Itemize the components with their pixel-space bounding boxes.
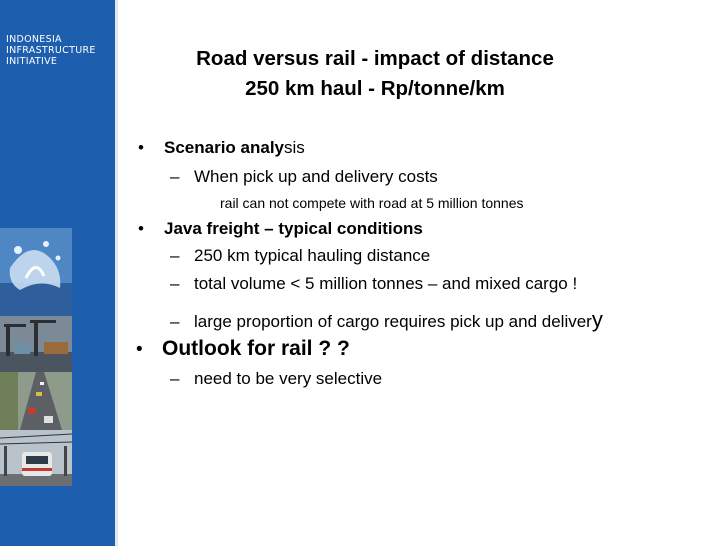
sidebar-edge (115, 0, 118, 546)
dash-marker: – (170, 246, 180, 265)
water-splash-photo (0, 228, 72, 316)
sub-bullet-large-proportion (170, 307, 603, 333)
sub-bullet-selective-text: need to be very selective (194, 369, 383, 388)
sub-bullet-proportion-text: large proportion of cargo requires pick up and deliver (194, 312, 592, 331)
sub-bullet-pickup-costs (170, 167, 438, 187)
sub-bullet-hauling-distance (170, 246, 430, 266)
sub-bullet-selective (170, 369, 382, 389)
bullet-scenario-bold: Scenario analy (164, 138, 285, 157)
bullet-outlook-rail (136, 337, 350, 361)
dash-marker: – (170, 167, 180, 186)
bullet-scenario-analysis (138, 138, 305, 158)
sub-bullet-total-volume (170, 274, 577, 294)
logo-line-3: INITIATIVE (6, 56, 58, 67)
dash-marker: – (170, 312, 180, 331)
sub-bullet-proportion-tail: y (591, 307, 603, 332)
bullet-scenario-rest: sis (284, 138, 305, 157)
sub-bullet-pickup-text: When pick up and delivery costs (194, 167, 438, 186)
logo-line-2: INFRASTRUCTURE (6, 45, 96, 56)
sidebar (0, 0, 115, 546)
bullet-outlook-text: Outlook for rail ? ? (162, 337, 350, 360)
dash-marker: – (170, 369, 180, 388)
bullet-marker: • (138, 138, 144, 157)
bullet-marker: • (136, 339, 143, 360)
logo (6, 34, 96, 67)
logo-line-1: INDONESIA (6, 34, 62, 45)
train-photo (0, 430, 72, 486)
bullet-java-freight (138, 219, 423, 239)
note-rail-compete: rail can not compete with road at 5 million tonnes (220, 195, 524, 211)
sub-bullet-distance-text: 250 km typical hauling distance (194, 246, 431, 265)
dash-marker: – (170, 274, 180, 293)
title-line-1: Road versus rail - impact of distance (196, 47, 554, 70)
title-line-2: 250 km haul - Rp/tonne/km (245, 77, 505, 100)
slide-title (140, 44, 610, 104)
sub-bullet-volume-text: total volume < 5 million tonnes – and mixed cargo ! (194, 274, 578, 293)
bullet-java-text: Java freight – typical conditions (164, 219, 423, 238)
road-traffic-photo (0, 372, 72, 430)
port-cranes-photo (0, 316, 72, 372)
bullet-marker: • (138, 219, 144, 238)
